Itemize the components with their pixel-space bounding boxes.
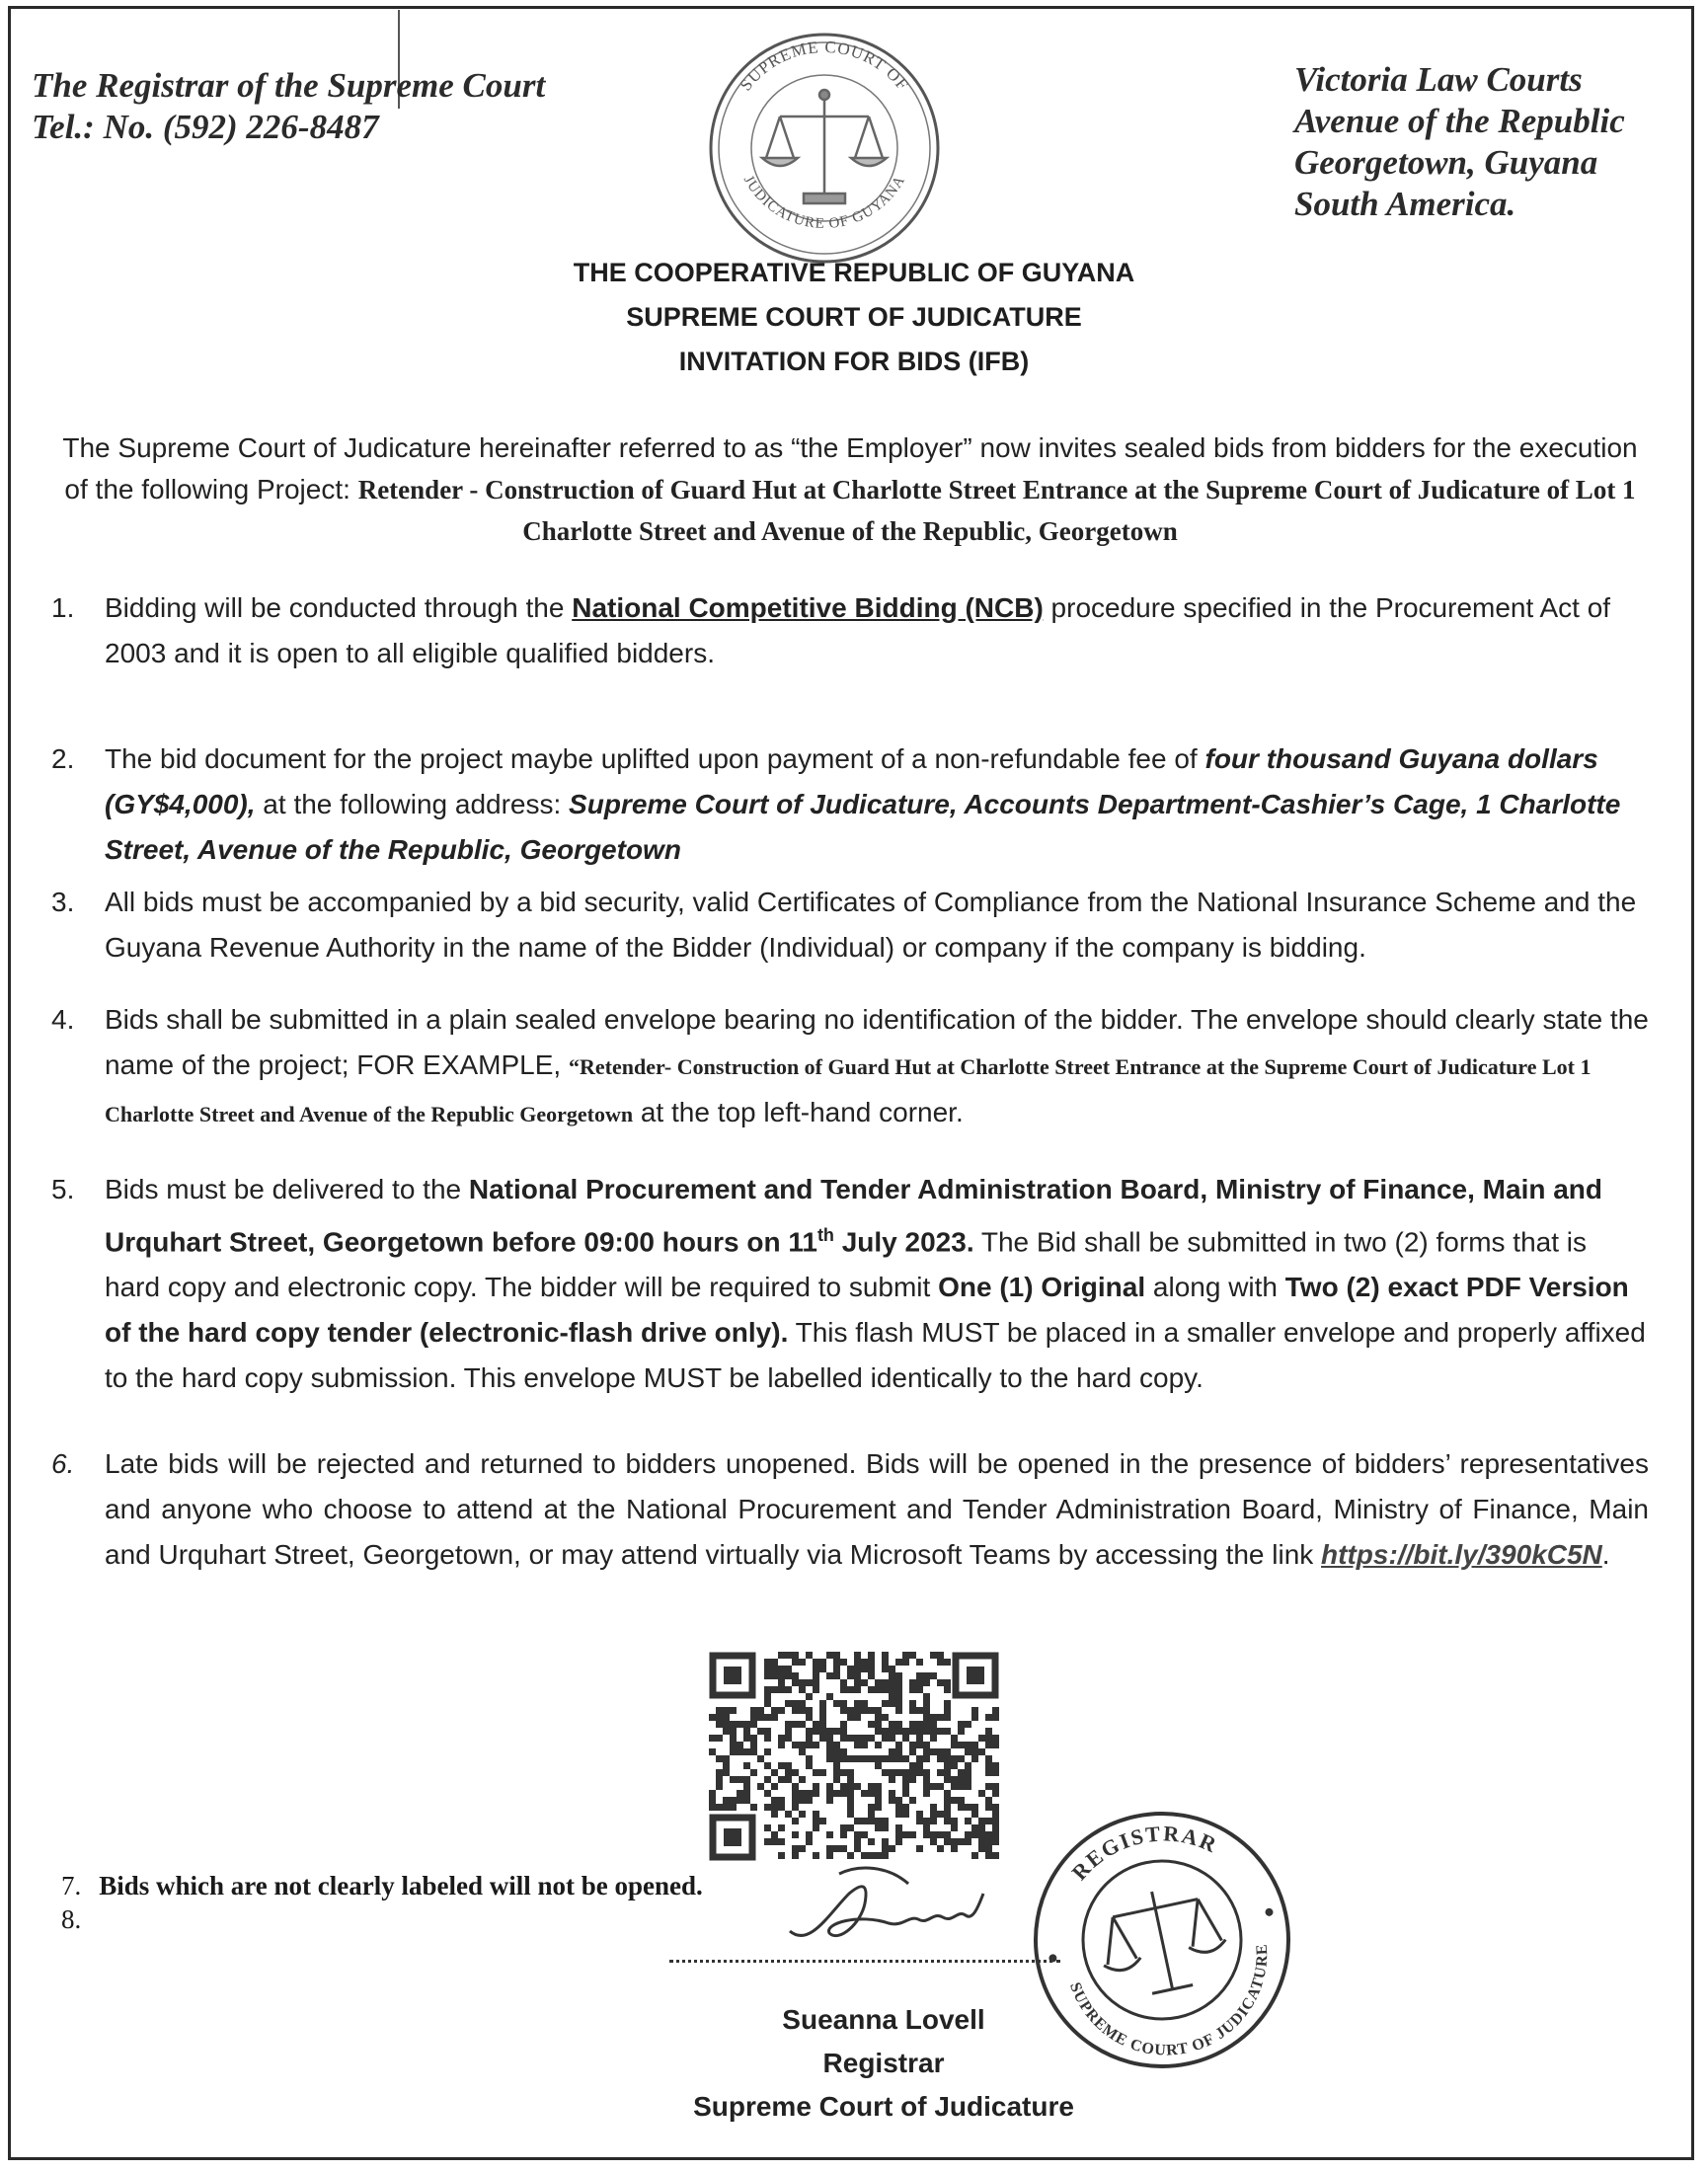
list-item xyxy=(51,997,1649,1137)
item-number: 1. xyxy=(51,592,75,623)
list-item xyxy=(51,880,1649,970)
registrar-title: The Registrar of the Supreme Court xyxy=(32,66,546,105)
item-text: This flash MUST be placed in a smaller envelope and properly affixed to the hard copy submission. This envelope MUST be labelled identically to the hard copy. xyxy=(105,1317,1646,1394)
list-item xyxy=(51,1167,1649,1401)
envelope-example: “Retender- Construction of Guard Hut at Charlotte Street Entrance at the Supreme Court of Judicature Lot 1 Charlotte Street and Avenue of the Republic Georgetown xyxy=(105,1054,1592,1126)
item-text: All bids must be accompanied by a bid security, valid Certificates of Compliance from the National Insurance Scheme and the Guyana Revenue Authority in the name of the Bidder (Individual) or company if the company is bidding. xyxy=(105,887,1637,963)
item-text: The Bid shall be submitted in two (2) forms that is hard copy and electronic copy. The bidder will be required to submit xyxy=(105,1226,1588,1303)
court-address xyxy=(1294,59,1625,225)
address-line-4: South America. xyxy=(1294,185,1516,223)
item-text: procedure specified in the Procurement Act of 2003 and it is open to all eligible qualified bidders. xyxy=(105,592,1611,668)
intro-text: The Supreme Court of Judicature hereinafter referred to as “the Employer” now invites sealed bids from bidders for the execution of the following Project: xyxy=(62,432,1638,504)
scales-of-justice-icon xyxy=(1091,1879,1233,2002)
scales-of-justice-icon xyxy=(762,90,887,203)
intro-paragraph xyxy=(55,427,1645,552)
signatory-title: Registrar xyxy=(822,2048,945,2078)
item-number: 5. xyxy=(51,1174,75,1204)
title-republic: THE COOPERATIVE REPUBLIC OF GUYANA xyxy=(573,258,1135,287)
project-name: Retender - Construction of Guard Hut at Charlotte Street Entrance at the Supreme Court of Judicature of Lot 1 Charlotte Street and Avenue of the Republic, Georgetown xyxy=(357,475,1636,546)
registrar-stamp xyxy=(1025,1807,1299,2073)
document-titles xyxy=(0,251,1708,384)
cashier-address: Supreme Court of Judicature, Accounts Department-Cashier’s Cage, 1 Charlotte Street, Avenue of the Republic, Georgetown xyxy=(105,789,1621,865)
item-number: 4. xyxy=(51,1004,75,1035)
stamp-bottom-text: SUPREME COURT OF JUDICATURE xyxy=(1066,1942,1272,2059)
date-suffix: th xyxy=(816,1225,834,1245)
signatory-name: Sueanna Lovell xyxy=(782,2004,985,2035)
delivery-date: July 2023. xyxy=(833,1226,974,1258)
original-count: One (1) Original xyxy=(938,1272,1146,1303)
delivery-location: National Procurement and Tender Administration Board, Ministry of Finance, Main and Urquhart Street, Georgetown before 09:00 hours on 11 xyxy=(105,1174,1603,1258)
item-text: Late bids will be rejected and returned to bidders unopened. Bids will be opened in the presence of bidders’ representatives and anyone who choose to attend at the National Procurement and Tender Administration Board, Ministry of Finance, Main and Urquhart Street, Georgetown, or may attend virtually via Microsoft Teams by accessing the link xyxy=(105,1448,1649,1570)
title-ifb: INVITATION FOR BIDS (IFB) xyxy=(678,347,1030,376)
title-court: SUPREME COURT OF JUDICATURE xyxy=(626,302,1082,332)
item-text: Bidding will be conducted through the xyxy=(105,592,573,623)
registrar-contact xyxy=(32,65,545,148)
signature-line xyxy=(669,1960,1060,1963)
item-number: 7. xyxy=(61,1871,82,1900)
item-text: Bids must be delivered to the xyxy=(105,1174,469,1204)
seal-bottom-text: JUDICATURE OF GUYANA xyxy=(739,173,909,233)
list-item xyxy=(51,737,1649,873)
signatory-org: Supreme Court of Judicature xyxy=(693,2091,1074,2122)
item-text: Bids shall be submitted in a plain sealed envelope bearing no identification of the bidder. The envelope should clearly state the name of the project; FOR EXAMPLE, xyxy=(105,1004,1649,1080)
closing-items xyxy=(61,1869,703,1936)
item-number: 8. xyxy=(61,1904,82,1934)
address-line-2: Avenue of the Republic xyxy=(1294,102,1625,140)
item-text: . xyxy=(1601,1539,1610,1570)
address-line-1: Victoria Law Courts xyxy=(1294,60,1583,99)
qr-code[interactable] xyxy=(709,1652,999,1861)
registrar-phone: Tel.: No. (592) 226-8487 xyxy=(32,108,379,146)
teams-link[interactable]: https://bit.ly/390kC5N xyxy=(1321,1539,1602,1570)
list-item xyxy=(51,1441,1649,1578)
svg-text:SUPREME COURT OF JUDICATURE xyxy=(1066,1940,1290,2073)
list-item xyxy=(51,585,1649,676)
stamp-top-text: REGISTRAR xyxy=(1066,1821,1222,1886)
address-line-3: Georgetown, Guyana xyxy=(1294,143,1598,182)
supreme-court-seal xyxy=(701,28,948,265)
item-number: 2. xyxy=(51,743,75,774)
pdf-version-count: Two (2) exact PDF Version of the hard copy tender (electronic-flash drive only). xyxy=(105,1272,1629,1349)
item-number: 3. xyxy=(51,887,75,917)
fee-amount: four thousand Guyana dollars (GY$4,000), xyxy=(105,743,1598,819)
svg-text:SUPREME COURT OF xyxy=(737,38,913,95)
item-text: along with xyxy=(1145,1272,1285,1303)
item-number: 6. xyxy=(51,1448,75,1479)
item-text: at the following address: xyxy=(255,789,570,819)
labeling-notice: Bids which are not clearly labeled will not be opened. xyxy=(99,1871,703,1900)
seal-top-text: SUPREME COURT OF xyxy=(736,37,913,95)
item-text: at the top left-hand corner. xyxy=(633,1097,964,1127)
ncb-procedure: National Competitive Bidding (NCB) xyxy=(572,592,1044,623)
handwritten-signature xyxy=(770,1854,1007,1963)
item-text: The bid document for the project maybe uplifted upon payment of a non-refundable fee of xyxy=(105,743,1205,774)
signatory-block xyxy=(0,1998,1708,2129)
